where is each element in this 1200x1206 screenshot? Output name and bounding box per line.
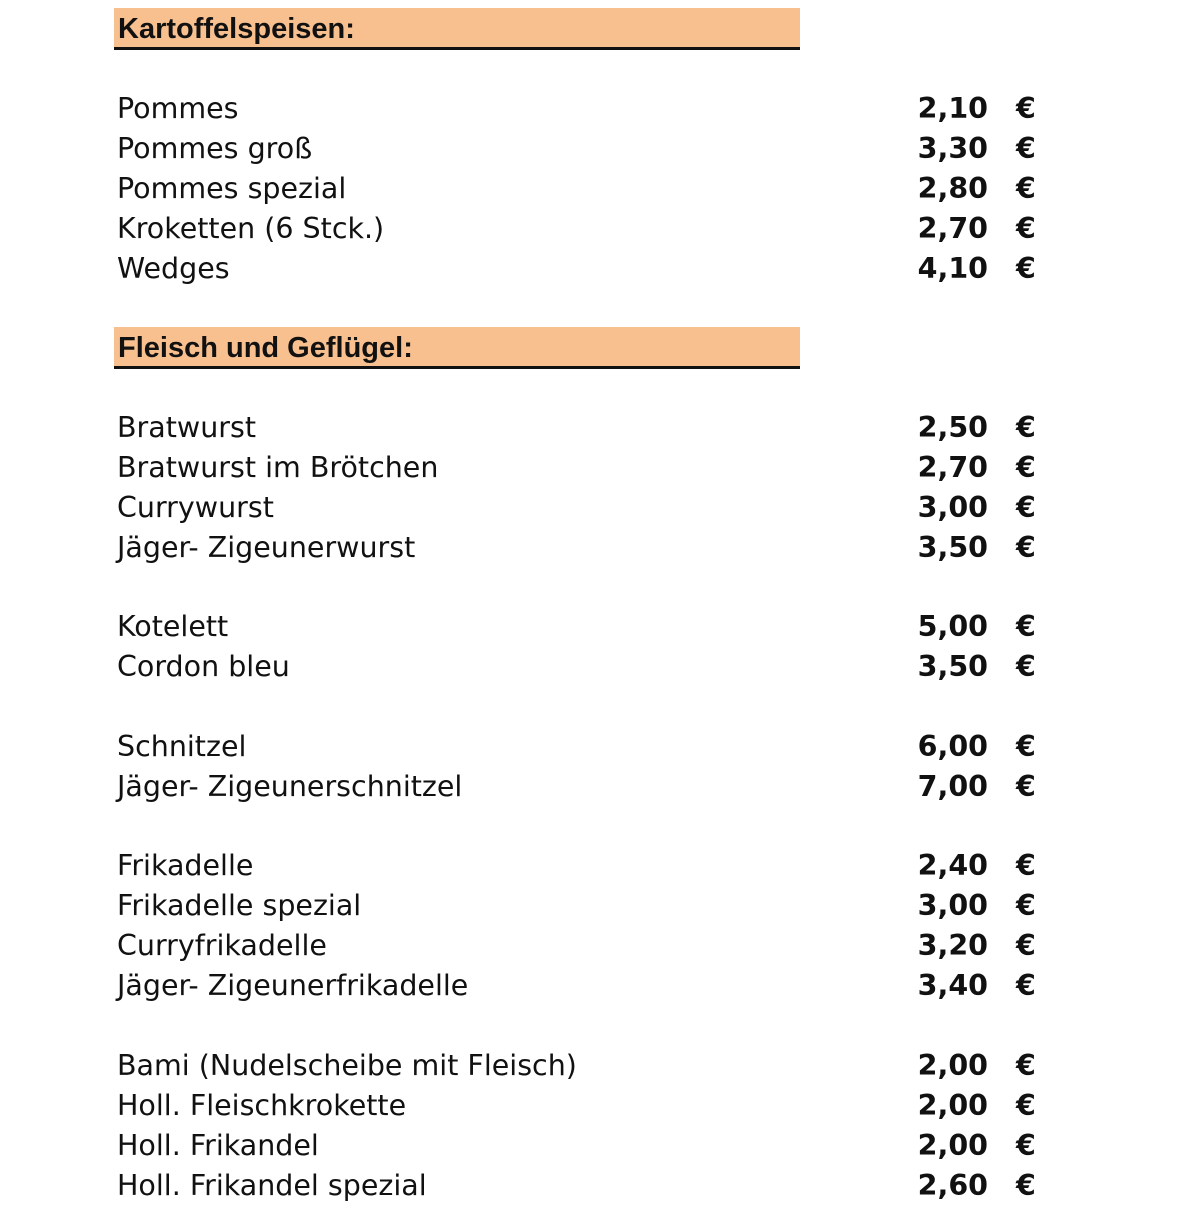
list-item xyxy=(0,727,1200,767)
list-item xyxy=(0,209,1200,249)
item-name: Pommes xyxy=(117,92,239,125)
euro-sign: € xyxy=(1016,1169,1036,1202)
item-price: 3,00 xyxy=(917,889,988,922)
item-name: Currywurst xyxy=(117,491,274,524)
item-name: Kroketten (6 Stck.) xyxy=(117,212,385,245)
euro-sign: € xyxy=(1016,610,1036,643)
euro-sign: € xyxy=(1016,889,1036,922)
euro-sign: € xyxy=(1016,451,1036,484)
list-item xyxy=(0,767,1200,807)
list-item xyxy=(0,1046,1200,1086)
euro-sign: € xyxy=(1016,1049,1036,1082)
item-price: 2,00 xyxy=(917,1129,988,1162)
item-name: Pommes groß xyxy=(117,132,313,165)
euro-sign: € xyxy=(1016,212,1036,245)
list-item xyxy=(0,89,1200,129)
item-price: 3,00 xyxy=(917,491,988,524)
item-name: Bratwurst xyxy=(117,411,257,444)
euro-sign: € xyxy=(1016,411,1036,444)
list-item xyxy=(0,528,1200,568)
list-item xyxy=(0,966,1200,1006)
euro-sign: € xyxy=(1016,252,1036,285)
section-title: Fleisch und Geflügel: xyxy=(118,332,413,364)
item-name: Kotelett xyxy=(117,610,229,643)
euro-sign: € xyxy=(1016,531,1036,564)
item-price: 2,80 xyxy=(917,172,988,205)
euro-sign: € xyxy=(1016,1129,1036,1162)
item-name: Holl. Frikandel spezial xyxy=(117,1169,427,1202)
euro-sign: € xyxy=(1016,92,1036,125)
item-price: 2,00 xyxy=(917,1089,988,1122)
list-item xyxy=(0,1166,1200,1206)
item-price: 7,00 xyxy=(917,770,988,803)
list-item xyxy=(0,169,1200,209)
item-price: 2,70 xyxy=(917,212,988,245)
list-item xyxy=(0,408,1200,448)
item-name: Wedges xyxy=(117,252,230,285)
list-item xyxy=(0,607,1200,647)
section-header-kartoffelspeisen xyxy=(114,8,800,50)
item-name: Curryfrikadelle xyxy=(117,929,327,962)
item-price: 3,50 xyxy=(917,650,988,683)
item-name: Jäger- Zigeunerwurst xyxy=(117,531,416,564)
section-title: Kartoffelspeisen: xyxy=(118,13,355,45)
list-item xyxy=(0,488,1200,528)
item-name: Bami (Nudelscheibe mit Fleisch) xyxy=(117,1049,577,1082)
item-name: Holl. Frikandel xyxy=(117,1129,319,1162)
euro-sign: € xyxy=(1016,650,1036,683)
euro-sign: € xyxy=(1016,929,1036,962)
item-price: 2,50 xyxy=(917,411,988,444)
euro-sign: € xyxy=(1016,491,1036,524)
item-price: 3,40 xyxy=(917,969,988,1002)
item-price: 6,00 xyxy=(917,730,988,763)
item-price: 5,00 xyxy=(917,610,988,643)
list-item xyxy=(0,647,1200,687)
item-name: Bratwurst im Brötchen xyxy=(117,451,439,484)
euro-sign: € xyxy=(1016,1089,1036,1122)
item-name: Frikadelle spezial xyxy=(117,889,362,922)
item-name: Jäger- Zigeunerfrikadelle xyxy=(117,969,469,1002)
item-name: Pommes spezial xyxy=(117,172,347,205)
item-name: Schnitzel xyxy=(117,730,247,763)
euro-sign: € xyxy=(1016,730,1036,763)
euro-sign: € xyxy=(1016,132,1036,165)
section-header-fleisch-und-gefluegel xyxy=(114,327,800,369)
item-price: 2,40 xyxy=(917,849,988,882)
item-price: 3,20 xyxy=(917,929,988,962)
item-price: 2,70 xyxy=(917,451,988,484)
euro-sign: € xyxy=(1016,172,1036,205)
item-price: 3,30 xyxy=(917,132,988,165)
item-name: Jäger- Zigeunerschnitzel xyxy=(117,770,463,803)
item-name: Frikadelle xyxy=(117,849,254,882)
euro-sign: € xyxy=(1016,969,1036,1002)
item-name: Cordon bleu xyxy=(117,650,290,683)
item-price: 2,10 xyxy=(917,92,988,125)
list-item xyxy=(0,249,1200,289)
euro-sign: € xyxy=(1016,849,1036,882)
item-price: 4,10 xyxy=(917,252,988,285)
item-name: Holl. Fleischkrokette xyxy=(117,1089,407,1122)
item-price: 2,00 xyxy=(917,1049,988,1082)
list-item xyxy=(0,846,1200,886)
list-item xyxy=(0,1086,1200,1126)
list-item xyxy=(0,926,1200,966)
list-item xyxy=(0,129,1200,169)
list-item xyxy=(0,886,1200,926)
item-price: 2,60 xyxy=(917,1169,988,1202)
item-price: 3,50 xyxy=(917,531,988,564)
euro-sign: € xyxy=(1016,770,1036,803)
list-item xyxy=(0,448,1200,488)
list-item xyxy=(0,1126,1200,1166)
